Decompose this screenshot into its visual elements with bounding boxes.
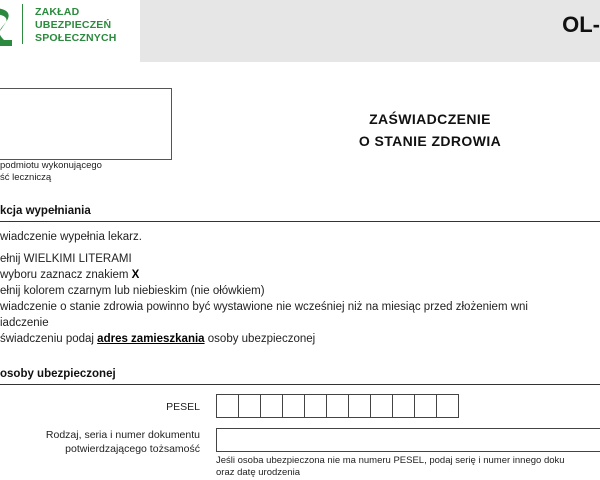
- org-name-line: SPOŁECZNYCH: [35, 32, 117, 44]
- identity-document-label: [46, 428, 200, 456]
- pesel-digit-cell[interactable]: [260, 394, 283, 418]
- pesel-digit-cell[interactable]: [392, 394, 415, 418]
- section-divider: [0, 384, 600, 385]
- instruction-line: wiadczenie wypełnia lekarz.: [0, 231, 142, 243]
- insured-heading: osoby ubezpieczonej: [0, 368, 116, 380]
- pesel-digit-cell[interactable]: [216, 394, 239, 418]
- identity-document-label-line: Rodzaj, seria i numer dokumentu: [45, 429, 200, 441]
- instruction-mark: X: [131, 269, 140, 281]
- instruction-line: ełnij kolorem czarnym lub niebieskim (nie ołówkiem): [0, 285, 265, 297]
- organization-name: [35, 6, 135, 45]
- hint-line: oraz datę urodzenia: [216, 467, 300, 478]
- pesel-label: PESEL: [166, 401, 200, 413]
- pesel-digit-cell[interactable]: [348, 394, 371, 418]
- pesel-digit-cell[interactable]: [238, 394, 261, 418]
- instruction-text: świadczeniu podaj: [0, 333, 98, 345]
- pesel-digit-cell[interactable]: [436, 394, 459, 418]
- logo-divider: [22, 4, 23, 44]
- pesel-digit-cell[interactable]: [370, 394, 393, 418]
- pesel-digit-cell[interactable]: [414, 394, 437, 418]
- instruction-line: [0, 333, 315, 345]
- instruction-line: [0, 269, 139, 281]
- hint-line: Jeśli osoba ubezpieczona nie ma numeru PESEL, podaj serię i numer innego doku: [216, 455, 565, 466]
- zus-logo-mark: [0, 2, 16, 48]
- instruction-text: osoby ubezpieczonej: [204, 333, 316, 345]
- instruction-line: iadczenie: [0, 317, 49, 329]
- pesel-input[interactable]: [216, 394, 458, 418]
- instruction-line: ełnij WIELKIMI LITERAMI: [0, 253, 132, 265]
- stamp-caption-line: ść leczniczą: [0, 172, 52, 183]
- form-code-band: [140, 0, 600, 62]
- org-name-line: UBEZPIECZEŃ: [35, 19, 112, 31]
- zus-logo: [0, 0, 138, 62]
- stamp-caption: [0, 160, 102, 184]
- identity-document-hint: [216, 455, 565, 479]
- pesel-digit-cell[interactable]: [282, 394, 305, 418]
- identity-document-label-line: potwierdzającego tożsamość: [65, 443, 200, 455]
- form-code: OL-: [562, 12, 600, 37]
- document-title-line2: O STANIE ZDROWIA: [358, 133, 502, 149]
- instruction-text: wyboru zaznacz znakiem: [0, 269, 132, 281]
- pesel-digit-cell[interactable]: [304, 394, 327, 418]
- identity-document-input[interactable]: [216, 428, 600, 452]
- instruction-line: wiadczenie o stanie zdrowia powinno być wystawione nie wcześniej niż na miesiąc przed złożeniem wni: [0, 301, 528, 313]
- document-title-line1: ZAŚWIADCZENIE: [369, 111, 491, 127]
- pesel-digit-cell[interactable]: [326, 394, 349, 418]
- instruction-emphasis: adres zamieszkania: [97, 333, 205, 345]
- document-title: [330, 108, 530, 152]
- org-name-line: ZAKŁAD: [35, 6, 80, 18]
- instructions-heading: kcja wypełniania: [0, 205, 91, 217]
- section-divider: [0, 221, 600, 222]
- facility-stamp-box[interactable]: [0, 88, 172, 160]
- header: [0, 0, 600, 62]
- stamp-caption-line: podmiotu wykonującego: [0, 160, 102, 171]
